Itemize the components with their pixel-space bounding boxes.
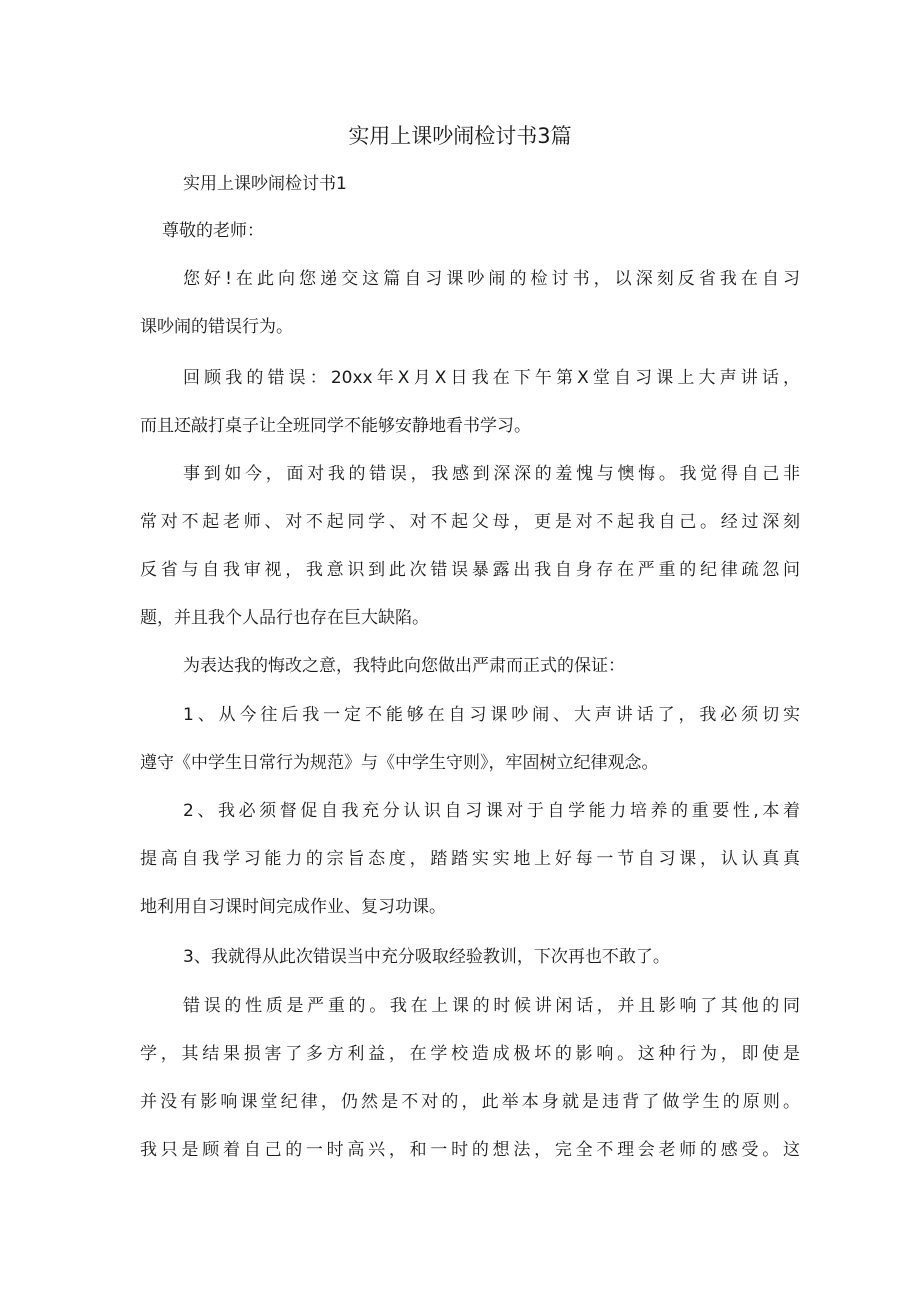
section-heading: 实用上课吵闹检讨书1 [183,174,347,194]
paragraph-line: 3、我就得从此次错误当中充分吸取经验教训，下次再也不敢了。 [183,947,670,967]
paragraph-line: 2、我必须督促自我充分认识自习课对于自学能力培养的重要性,本着 [183,801,800,821]
paragraph-line: 1、从今往后我一定不能够在自习课吵闹、大声讲话了，我必须切实 [183,705,800,725]
paragraph-line: 学，其结果损害了多方利益，在学校造成极坏的影响。这种行为，即使是 [140,1044,800,1064]
document-title: 实用上课吵闹检讨书3篇 [348,124,572,148]
paragraph-line: 为表达我的悔改之意，我特此向您做出严肃而正式的保证： [183,656,625,676]
paragraph-line: 回顾我的错误：20xx年X月X日我在下午第X堂自习课上大声讲话， [183,368,800,388]
paragraph-line: 常对不起老师、对不起同学、对不起父母，更是对不起我自己。经过深刻 [140,512,800,532]
paragraph-line: 而且还敲打桌子让全班同学不能够安静地看书学习。 [140,416,531,436]
paragraph-line: 您好!在此向您递交这篇自习课吵闹的检讨书，以深刻反省我在自习 [183,269,800,289]
paragraph-line: 我只是顾着自己的一时高兴，和一时的想法，完全不理会老师的感受。这 [140,1140,800,1160]
paragraph-line: 遵守《中学生日常行为规范》与《中学生守则》，牢固树立纪律观念。 [140,753,659,773]
paragraph-line: 错误的性质是严重的。我在上课的时候讲闲话，并且影响了其他的同 [183,996,800,1016]
paragraph-line: 事到如今，面对我的错误，我感到深深的羞愧与懊悔。我觉得自己非 [183,464,800,484]
paragraph-line: 地利用自习课时间完成作业、复习功课。 [140,897,446,917]
paragraph-line: 并没有影响课堂纪律，仍然是不对的，此举本身就是违背了做学生的原则。 [140,1092,800,1112]
salutation: 尊敬的老师： [162,221,264,241]
paragraph-line: 题，并且我个人品行也存在巨大缺陷。 [140,608,429,628]
paragraph-line: 课吵闹的错误行为。 [140,317,293,337]
paragraph-line: 提高自我学习能力的宗旨态度，踏踏实实地上好每一节自习课，认认真真 [140,849,800,869]
paragraph-line: 反省与自我审视，我意识到此次错误暴露出我自身存在严重的纪律疏忽问 [140,560,800,580]
